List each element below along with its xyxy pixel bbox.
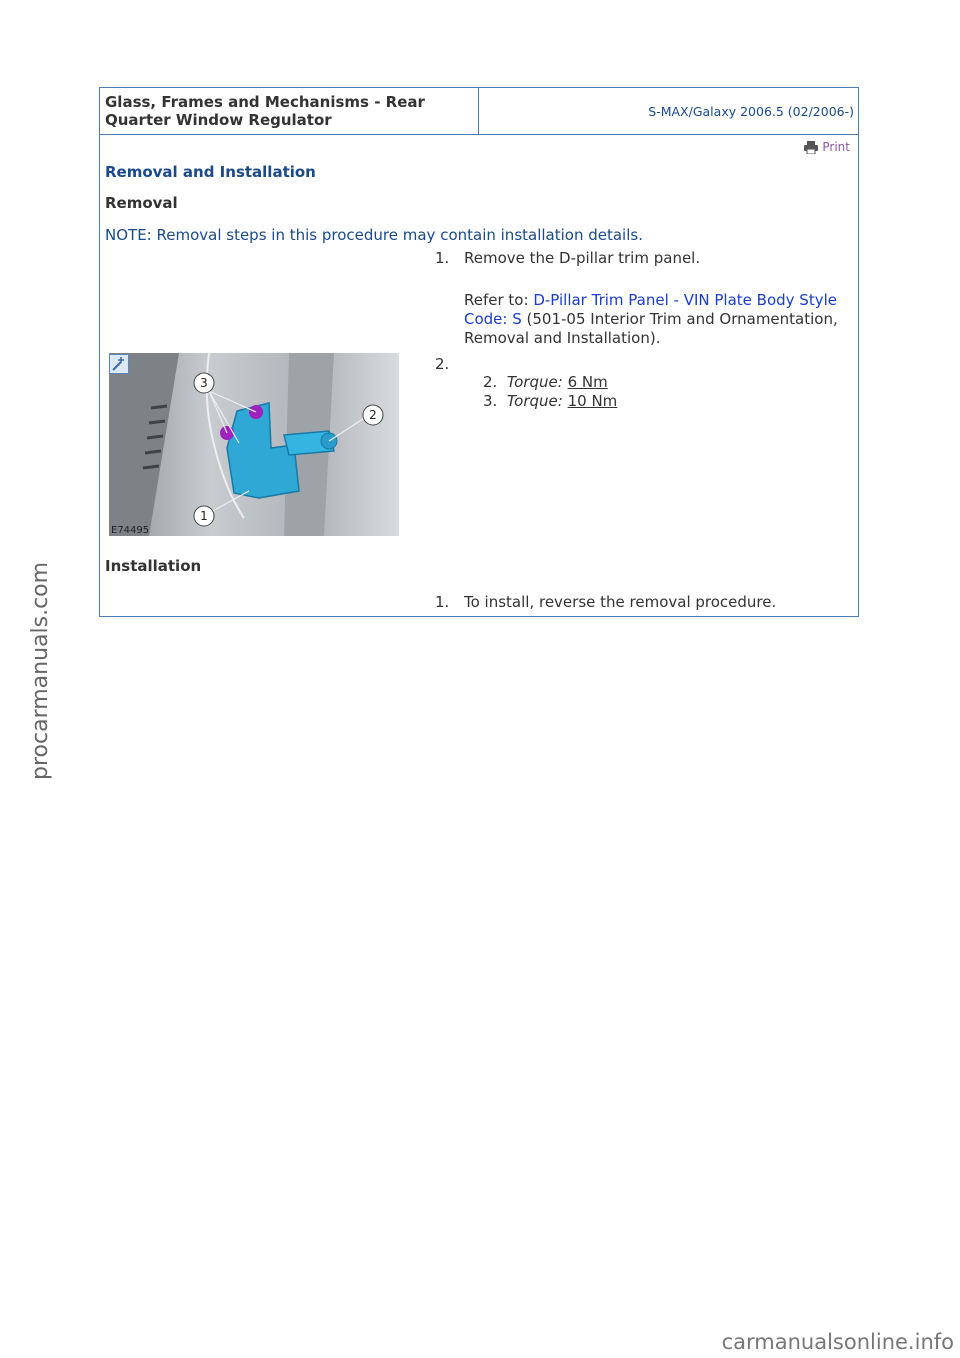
- torque-value[interactable]: 10 Nm: [567, 392, 618, 410]
- torque-label: Torque:: [506, 392, 563, 410]
- torque-num: 3.: [483, 392, 498, 410]
- print-label: Print: [822, 140, 850, 154]
- figure-code: E74495: [111, 525, 150, 536]
- callout-3: 3: [200, 376, 208, 390]
- procedure-frame: [99, 87, 859, 617]
- torque-num: 2.: [483, 373, 498, 391]
- header-row: [100, 88, 858, 135]
- printer-icon: [804, 141, 818, 154]
- torque-item: [483, 373, 608, 391]
- removal-heading: Removal: [105, 194, 178, 212]
- callout-2: 2: [369, 408, 377, 422]
- installation-heading: Installation: [105, 557, 202, 575]
- regulator-figure[interactable]: [109, 353, 399, 536]
- refer-suffix: (501-05 Interior Trim and Ornamentation, Removal and Installation).: [464, 310, 838, 347]
- d-pillar-trim-link[interactable]: D-Pillar Trim Panel - VIN Plate Body Style Code: S: [464, 291, 837, 328]
- step-number: 1.: [435, 593, 450, 611]
- step-number: 1.: [435, 249, 450, 267]
- step-text: To install, reverse the removal procedure.: [464, 593, 777, 611]
- refer-to-text: [464, 291, 844, 348]
- callout-1: 1: [200, 509, 208, 523]
- vehicle-model: S-MAX/Galaxy 2006.5 (02/2006-): [648, 104, 854, 119]
- torque-label: Torque:: [506, 373, 563, 391]
- section-title: Removal and Installation: [105, 163, 316, 181]
- torque-value[interactable]: 6 Nm: [567, 373, 608, 391]
- step-number: 2.: [435, 355, 450, 373]
- bottom-watermark: carmanualsonline.info: [721, 1330, 954, 1354]
- procedure-title: Glass, Frames and Mechanisms - Rear Quarter Window Regulator: [100, 88, 479, 134]
- side-watermark: [8, 560, 53, 790]
- step-text: Remove the D-pillar trim panel.: [464, 249, 701, 267]
- side-watermark-text: procarmanuals.com: [28, 561, 53, 780]
- zoom-icon[interactable]: [109, 354, 129, 374]
- torque-item: [483, 392, 617, 410]
- print-button[interactable]: [804, 140, 850, 154]
- removal-note: NOTE: Removal steps in this procedure may contain installation details.: [105, 226, 643, 244]
- refer-prefix: Refer to:: [464, 291, 534, 309]
- regulator-illustration: [109, 353, 399, 536]
